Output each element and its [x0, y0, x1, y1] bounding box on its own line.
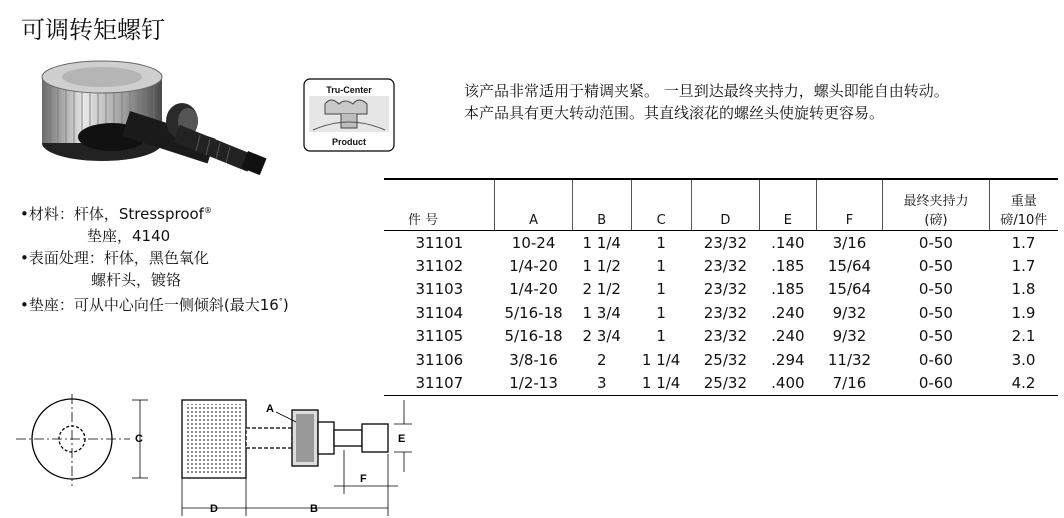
table-cell: 1 1/4 — [631, 371, 691, 395]
table-cell: 1 — [656, 303, 666, 322]
drawing-label-e: E — [398, 433, 406, 445]
table-cell: 2 — [596, 350, 607, 369]
table-cell: 3 — [572, 371, 631, 395]
table-cell: 9/32 — [832, 303, 867, 322]
table-cell: 23/32 — [703, 327, 747, 346]
table-cell: 23/32 — [703, 303, 747, 322]
table-cell: 2.1 — [1011, 327, 1036, 346]
table-cell: 1/4-20 — [509, 257, 558, 276]
table-cell: 5/16-18 — [504, 303, 563, 322]
table-row — [384, 301, 1058, 324]
technical-drawing — [14, 390, 434, 518]
table-cell: 0-60 — [918, 350, 953, 369]
product-photo — [20, 55, 300, 185]
table-cell: 0-50 — [918, 280, 953, 299]
product-description — [434, 80, 974, 124]
spec-pad-label: •垫座： — [20, 296, 74, 314]
header-weight: 重量 磅/10件 — [989, 179, 1058, 231]
table-cell: 4.2 — [989, 371, 1058, 395]
table-cell: 0-50 — [918, 233, 953, 252]
table-cell: 31102 — [415, 257, 464, 276]
table-cell: 23/32 — [703, 280, 747, 299]
table-cell: 1 1/4 — [641, 350, 681, 369]
table-cell: 1.9 — [1011, 303, 1036, 322]
table-cell: 0-50 — [918, 327, 953, 346]
table-cell: 1 — [656, 280, 666, 299]
drawing-label-c: C — [135, 433, 143, 445]
table-cell: 1 1/4 — [582, 233, 621, 252]
table-row — [384, 254, 1058, 277]
table-row — [384, 325, 1058, 348]
table-cell: 1.7 — [1011, 233, 1036, 252]
table-cell: 31107 — [384, 371, 495, 395]
header-a: A — [495, 179, 573, 231]
table-cell: 1 3/4 — [582, 303, 621, 322]
badge-bottom-text: Product — [331, 137, 366, 147]
table-cell: 1.7 — [1011, 257, 1036, 276]
table-cell: 25/32 — [691, 371, 759, 395]
spec-table — [384, 178, 1058, 396]
spec-finish — [20, 247, 289, 269]
table-cell: 1 — [656, 233, 666, 252]
drawing-label-f: F — [360, 473, 367, 485]
table-cell: 0-50 — [918, 257, 953, 276]
table-cell: 7/16 — [816, 371, 883, 395]
header-c: C — [631, 179, 691, 231]
table-cell: 11/32 — [827, 350, 872, 369]
table-row — [384, 348, 1058, 371]
table-cell: 15/64 — [827, 280, 872, 299]
description-paragraph-1: 该产品非常适用于精调夹紧。 一旦到达最终夹持力，螺头即能自由转动。 — [464, 82, 949, 100]
badge-top-text: Tru-Center — [326, 85, 372, 95]
spec-material-pad: 垫座，4140 — [87, 227, 171, 245]
table-cell: 23/32 — [703, 257, 747, 276]
spec-finish-body: 杆体，黑色氧化 — [103, 249, 209, 267]
spec-finish-label: •表面处理： — [20, 249, 104, 267]
table-cell: 1 — [656, 257, 666, 276]
table-cell: 0-50 — [918, 303, 953, 322]
table-cell: 5/16-18 — [504, 327, 563, 346]
table-cell: 2 1/2 — [582, 280, 621, 299]
drawing-label-a: A — [266, 403, 274, 415]
table-cell: 0-60 — [883, 371, 989, 395]
table-cell: 1 — [656, 327, 666, 346]
table-cell: 31104 — [415, 303, 464, 322]
header-d: D — [691, 179, 759, 231]
drawing-label-b: B — [310, 503, 318, 515]
table-cell: 10-24 — [511, 233, 556, 252]
table-cell: 1/4-20 — [509, 280, 558, 299]
table-cell: 1.8 — [1011, 280, 1036, 299]
header-e: E — [760, 179, 817, 231]
table-row — [384, 231, 1058, 255]
table-cell: .240 — [771, 303, 805, 322]
table-cell: 3/16 — [832, 233, 867, 252]
header-b: B — [572, 179, 631, 231]
table-cell: .185 — [771, 257, 805, 276]
spec-material-body: 杆体，Stressproof — [73, 205, 204, 223]
registered-mark: ® — [203, 206, 212, 215]
table-cell: 23/32 — [703, 233, 747, 252]
header-part-no: 件 号 — [384, 179, 495, 231]
table-cell: .400 — [760, 371, 817, 395]
table-cell: 31101 — [415, 233, 464, 252]
table-cell: .294 — [771, 350, 805, 369]
table-cell: 9/32 — [832, 327, 867, 346]
table-row — [384, 278, 1058, 301]
spec-pad-close: ) — [282, 296, 289, 314]
tru-center-badge — [303, 78, 395, 152]
spec-material-label: •材料： — [20, 205, 74, 223]
table-cell: 1/2-13 — [495, 371, 573, 395]
table-cell: 3.0 — [1011, 350, 1036, 369]
spec-finish-screw: 螺杆头，镀铬 — [91, 271, 182, 289]
table-row — [384, 371, 1058, 395]
table-cell: 31105 — [415, 327, 464, 346]
table-cell: 15/64 — [827, 257, 872, 276]
page-title: 可调转矩螺钉 — [21, 16, 165, 44]
table-cell: 3/8-16 — [509, 350, 558, 369]
table-cell: .185 — [771, 280, 805, 299]
table-cell: 31103 — [415, 280, 464, 299]
table-cell: 31106 — [415, 350, 464, 369]
spec-pad — [20, 291, 289, 316]
table-header-row — [384, 179, 1058, 231]
table-cell: .140 — [771, 233, 805, 252]
table-cell: 25/32 — [703, 350, 747, 369]
spec-list — [20, 200, 289, 316]
spec-material — [20, 200, 289, 225]
header-f: F — [816, 179, 883, 231]
table-cell: .240 — [771, 327, 805, 346]
drawing-label-d: D — [210, 503, 218, 515]
table-cell: 2 3/4 — [582, 327, 621, 346]
description-paragraph-2: 本产品具有更大转动范围。其直线滚花的螺丝头使旋转更容易。 — [464, 104, 885, 122]
degree-mark: ° — [278, 297, 283, 306]
spec-pad-body: 可从中心向任一侧倾斜(最大16 — [73, 296, 279, 314]
table-cell: 1 1/2 — [582, 257, 621, 276]
header-clamp-force: 最终夹持力 (磅) — [883, 179, 989, 231]
